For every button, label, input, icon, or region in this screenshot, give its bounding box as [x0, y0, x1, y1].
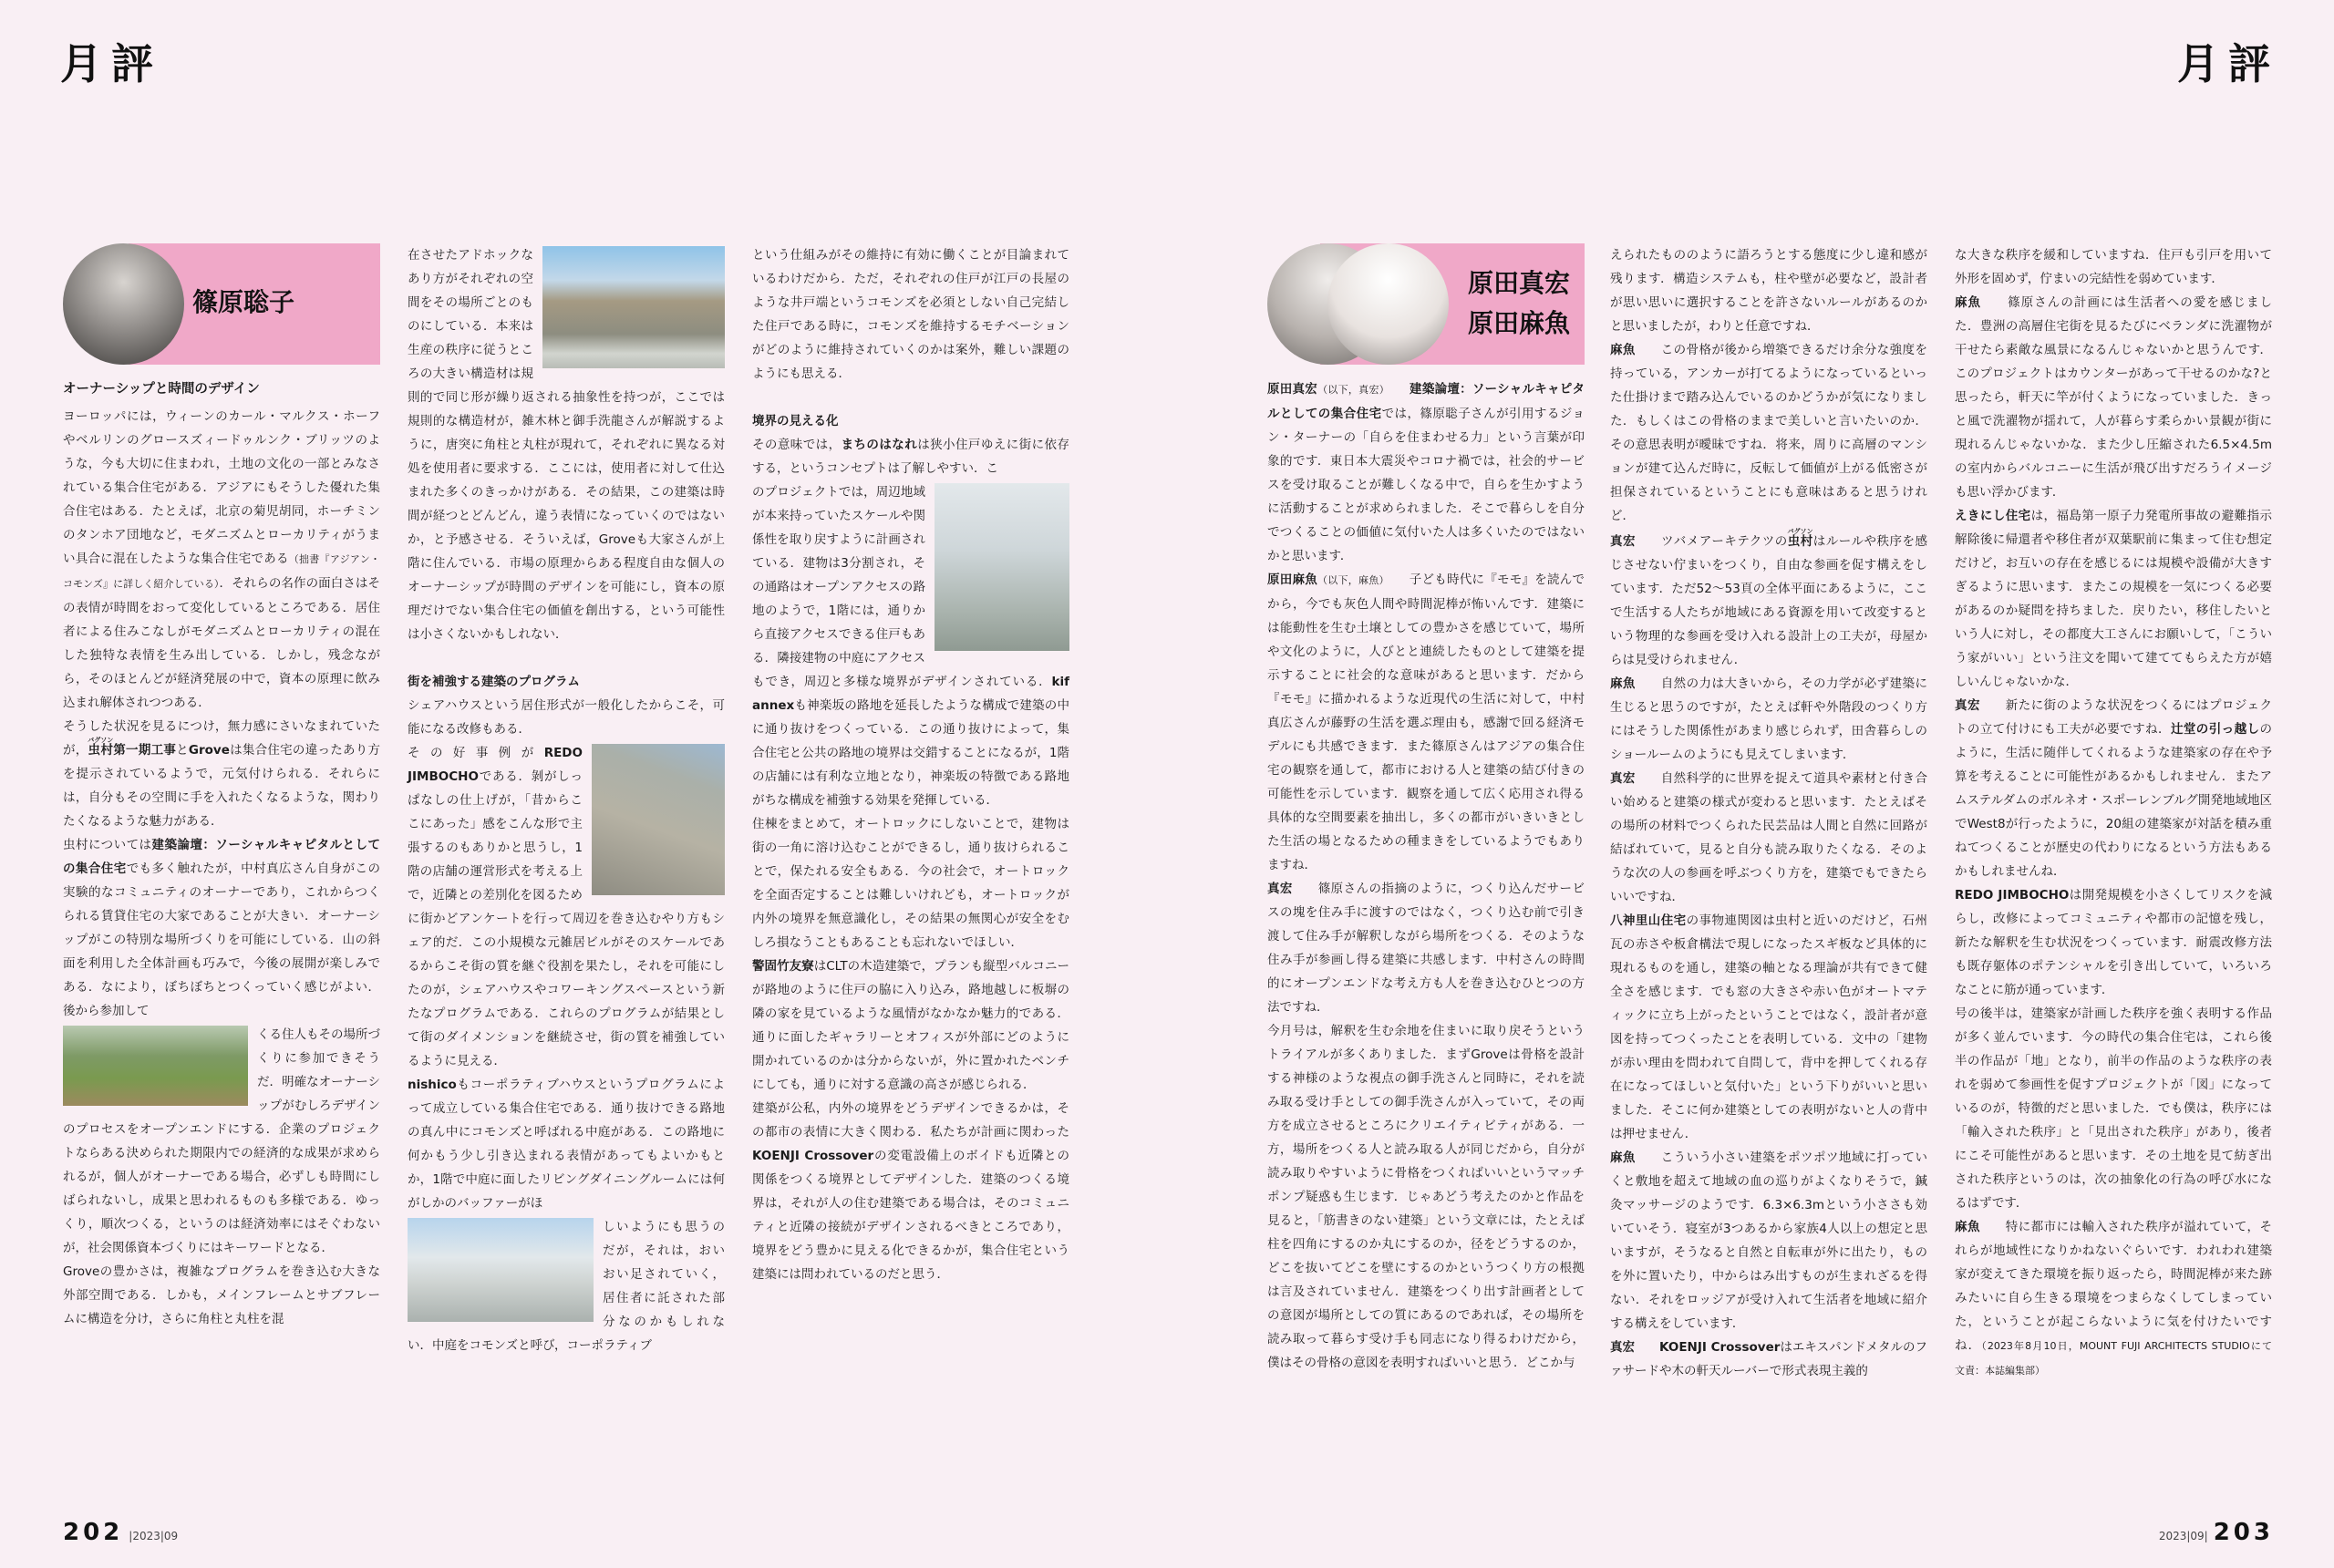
author-block-shinohara — [63, 243, 380, 365]
paragraph: えきにし住宅は，福島第一原子力発電所事故の避難指示解除後に帰還者や移住者が双葉駅前に集まって住む想定だけど，お互いの存在を感じるには規模や設備が大きすぎるように思います．またこの規模を一気につくる必要があるのか疑問を持ちました．戻りたい，移住したいという人に対し，その都度大工さんにお願いして，「こういう家がいい」という注文を聞いて建ててもらえた方が嬉しいんじゃないかな． — [1955, 509, 2272, 689]
left-page-column-2 — [408, 243, 725, 1357]
paragraph: 警固竹友寮はCLTの木造建築で，プランも縦型バルコニーが路地のように住戸の脇に入り込み，路地越しに板塀の隣の家を見ているような風情がなかなか魅力的である．通りに面したギャラリーとオフィスが外部にどのように開かれているのかは分からないが，外に置かれたベンチにしても，通りに対する意識の高さが感じられる． — [752, 959, 1069, 1092]
paragraph: 今月号は，解釈を生む余地を住まいに取り戻そうというトライアルが多くありました．まずGroveは骨格を設計する神様のような視点の御手洗さんと同時に，それを読み取る受け手としての御手洗さんが入っていて，その両方を成立させるところにクリエイティビティがある．一方，場所をつくる人と読み取る人が同じだから，自分が読み取りやすいように骨格をつくればいいというマッチポンプ疑惑も生じます．じゃあどう考えたのかと作品を見ると，「筋書きのない建築」という文章には，たとえば柱を四角にするのか丸にするのか，径をどうするのか，どこを抜いてどこを壁にするのかというつくり方の根拠は言及されていません．建築をつくり出す計画者としての意図が場所としての質にあるのであれば，その場所を読み取って暮らす受け手も同志になり得るわけだから，僕はその骨格の意図を表明すればいいと思う．どこか与 — [1267, 1024, 1585, 1370]
footer-right — [2153, 1519, 2274, 1546]
paragraph: 真宏 自然科学的に世界を捉えて道具や素材と付き合い始めると建築の様式が変わると思います．たとえばその場所の材料でつくられた民芸品は人間と自然に回路が結ばれていて，見ると自分も読み取りたくなる．そのような次の人の参画を呼ぶつくり方を，建築でもできたらいいですね． — [1610, 771, 1927, 904]
paragraph: 号の後半は，建築家が計画した秩序を強く表明する作品が多く並んでいます．今の時代の集合住宅は，これら後半の作品が「地」となり，前半の作品のような秩序の表れを弱めて参画性を促すプロジェクトが「図」になっているのが，特徴的だと思いました．でも僕は，秩序には「輸入された秩序」と「見出された秩序」があり，後者にこそ可能性があると思います．その土地を見て紡ぎ出された秩序というのは，次の抽象化の行為の呼び水になるはずです． — [1955, 1006, 2272, 1211]
paragraph: 原田麻魚（以下，麻魚） 子ども時代に『モモ』を読んでから，今でも灰色人間や時間泥棒が怖いんです．建築には能動性を生む土壌としての豊かさを感じていて，場所や文化のように，人びとと連続したものとして建築を提示することに社会的な意味があると思います．だから『モモ』に描かれるような近現代の生活に対して，中村真広さんが藤野の生活を選ぶ理由も，感謝で回る経済モデルにも共感できます．また篠原さんはアジアの集合住宅の観察を通して，都市における人と建築の結び付きの可能性を示しています．観察を通して広く応用され得る具体的な空間要素を抽出し，多くの都市がいきいきとした生活の場となるための種まきをしているようでもありますね． — [1267, 573, 1585, 872]
paragraph: しいようにも思うのだが，それは，おいおい足されていく，居住者に託された部分なのかもしれない．中庭をコモンズと呼び，コーポラティブ — [408, 1220, 725, 1353]
paragraph: 八神里山住宅の事物連関図は虫村と近いのだけど，石州瓦の赤さや板倉構法で現しになったスギ板など具体的に現れるものを通し，建築の軸となる理論が共有できて健全さを感じます．でも窓の大きさや赤い色がオートマティックに立ち上がったということではなく，設計者が意図を持ってつくったことを表明している．文中の「建物が赤い理由を問われて自問して，背中を押してくれる存在になってほしいと気付いた」という下りがいいと思いました．そこに何か建築としての表明がないと人の背中は押せません． — [1610, 913, 1927, 1141]
page-number-left: 202 — [63, 1519, 124, 1546]
paragraph: 虫村については建築論壇：ソーシャルキャピタルとしての集合住宅でも多く触れたが，中村真広さん自身がこの実験的なコミュニティのオーナーであり，これからつくられる賃貸住宅の大家であることが大きい．オーナーシップがこの特別な場所づくりを可能にしている．山の斜面を利用した全体計画も巧みで，今後の展開が楽しみである．なにより，ぼちぼちとつくっていく感じがよい．後から参加して — [63, 838, 380, 1018]
paragraph: 真宏 篠原さんの指摘のように，つくり込んだサービスの塊を住み手に渡すのではなく，つくり込む前で引き渡して住み手が解釈しながら場所をつくる．そのような住み手が参画し得る建築に共感します．中村さんの時間的にオープンエンドな考え方も人を巻き込むひとつの方法ですね． — [1267, 882, 1585, 1015]
footer-left — [63, 1519, 183, 1546]
paragraph: nishicoもコーポラティブハウスというプログラムによって成立している集合住宅である．通り抜けできる路地の真ん中にコモンズと呼ばれる中庭がある．この路地に何かもう少し引き込まれる表情があってもよいかもとか，1階で中庭に面したリビングダイニングルームには何がしかのバッファーがほ — [408, 1078, 725, 1211]
photo-nishico-courtyard — [408, 1218, 594, 1322]
subheading-visible-boundaries: 境界の見える化 — [752, 414, 839, 428]
paragraph: 麻魚 篠原さんの計画には生活者への愛を感じました．豊洲の高層住宅街を見るたびにベランダに洗濯物が干せたら素敵な風景になるんじゃないかと思うんです．このプロジェクトはカウンターがあって干せるのかな?と思ったら，軒天に竿が付くようになっていました．きっと風で洗濯物が揺れて，人が暮らす柔らかい景観が街に現れるんじゃないかな．また少し圧縮された6.5×4.5mの室内からバルコニーに生活が飛び出すだろうイメージも思い浮かびます． — [1955, 295, 2273, 500]
article-title: オーナーシップと時間のデザイン — [63, 382, 260, 397]
author-name-2: 原田麻魚 — [1467, 308, 1570, 338]
author-photo-shinohara — [63, 243, 184, 365]
paragraph: REDO JIMBOCHOは開発規模を小さくしてリスクを減らし，改修によってコミュニティや都市の記憶を残し，新たな解釈を生む状況をつくっています．耐震改修方法も既存躯体のポテンシャルを引き出していて，いろいろなことに筋が通っています． — [1955, 888, 2272, 997]
issue-label-right: 2023|09| — [2158, 1530, 2208, 1542]
issue-label-left: |2023|09 — [129, 1530, 179, 1542]
left-page-column-1 — [63, 243, 380, 1331]
photo-hillside-house — [63, 1026, 248, 1106]
paragraph: 麻魚 こういう小さい建築をポツポツ地域に打っていくと敷地を超えて地域の血の巡りがよくなりそうで，鍼灸マッサージのようです．6.3×6.3mという小ささも効いていそう．寝室が3つあるから家族4人以上の想定と思いますが，そうなると自然と自転車が外に出たり，ものを外に置いたり，中からはみ出すものが生まれざるを得ない．それをロッジアが受け入れて生活者を地域に紹介する構えをしています． — [1610, 1150, 1927, 1331]
left-page-column-3 — [752, 243, 1069, 1286]
author-photo-harada-mao — [1327, 243, 1449, 365]
paragraph: のプロジェクトでは，周辺地域が本来持っていたスケールや関係性を取り戻すように計画されている．建物は3分割され，その通路はオープンアクセスの路地のようで，1階には，通りから直接アクセスできる住戸もある．隣接建物の中庭にアクセスもでき，周辺と多様な境界がデザインされている．kif annexも神楽坂の路地を延長したような構成で建築の中に通り抜けをつくっている．この通り抜けによって，集合住宅と公共の路地の境界は交錯することになるが，1階の店舗には有利な立地となり，神楽坂の特徴である路地がちな構成を補強する効果を発揮している． — [752, 485, 1069, 808]
author-name: 篠原聡子 — [192, 287, 295, 317]
paragraph: くる住人もその場所づくりに参加できそうだ．明確なオーナーシップがむしろデザインのプロセスをオープンエンドにする．企業のプロジェクトならある決められた期限内での経済的な成果が求められるが，個人がオーナーである場合，必ずしも時間にしばられないし，成果と思われるものも多様である．ゆっくり，順次つくる，というのは経済効率にはそぐわないが，社会関係資本づくりにはキーワードとなる． — [63, 1027, 380, 1255]
photo-machi-no-hanare — [935, 483, 1069, 651]
photo-redo-jimbocho — [592, 744, 725, 895]
paragraph: シェアハウスという居住形式が一般化したからこそ，可能になる改修もある． — [408, 698, 725, 737]
right-page-column-3 — [1955, 243, 2283, 1383]
right-page-column-1 — [1267, 243, 1585, 1375]
subheading-street-program: 街を補強する建築のプログラム — [408, 675, 580, 689]
paragraph: 住棟をまとめて，オートロックにしないことで，建物は街の一角に溶け込むことができるし，通り抜けられることで，保たれる安全もある．今の社会で，オートロックを全面否定することは難しいけれども，オートロックが内外の境界を無意識化し，その結果の無関心が安全をむしろ損なうこともあることも忘れないでほしい． — [752, 817, 1069, 950]
paragraph: 麻魚 自然の力は大きいから，その力学が必ず建築に生じると思うのですが，たとえば軒や外階段のつくり方にはそうした関係性があまり感じられず，田舎暮らしのショールームのようにも見えてしまいます． — [1610, 676, 1927, 762]
author-block-harada — [1267, 243, 1585, 365]
paragraph: 真宏 KOENJI Crossoverはエキスパンドメタルのファサードや木の軒天ルーバーで形式表現主義的 — [1610, 1340, 1928, 1378]
paragraph: 真宏 ツバメアーキテクツの虫村バグソンはルールや秩序を感じさせない佇まいをつくり，自由な参画を促す構えをしています．ただ52〜53頁の全体平面にあるように，ここで生活する人たちが地域にある資源を用いて改変するという物理的な参画を受け入れる設計上の工夫が，母屋からは見受けられません． — [1610, 528, 1927, 667]
author-name-1: 原田真宏 — [1467, 268, 1570, 298]
paragraph: その好事例がREDO JIMBOCHOである．剝がしっぱなしの仕上げが，「昔からここにあった」感をこんな形で主張するのもありかと思うし，1階の店舗の運営形式を考える上で，近隣との差別化を図るために街かどアンケートを行って周辺を巻き込むやり方もシェア的だ．この小規模な元雑居ビルがそのスケールであるからこそ街の質を継ぐ役割を果たし，それを可能にしたのが，シェアハウスやコワーキングスペースという新たなプログラムである．これらのプログラムが結果として街のダイメンションを継続させ，街の質を補強しているように見える． — [408, 746, 725, 1068]
paragraph: 真宏 新たに街のような状況をつくるにはプロジェクトの立て付けにも工夫が必要ですね．辻堂の引っ越しのように，生活に随伴してくれるような建築家の存在や予算を考えることに可能性があるかもしれません．またアムステルダムのボルネオ・スポーレンブルグ開発地域地区でWest8が行ったように，20組の建築家が対話を積み重ねてつくることが歴史の代わりになるという方法もあるかもしれませんね． — [1955, 698, 2273, 879]
paragraph: その意味では，まちのはなれは狭小住戸ゆえに街に依存する，というコンセプトは了解しやすい．こ — [752, 438, 1069, 476]
monthly-review-header-right: 月評 — [2177, 39, 2279, 88]
monthly-review-header-left: 月評 — [60, 39, 162, 88]
paragraph: な大きな秩序を緩和していますね．住戸も引戸を用いて外形を固めず，佇まいの完結性を弱めています． — [1955, 248, 2272, 286]
paragraph: 麻魚 特に都市には輸入された秩序が溢れていて，それらが地域性になりかねないぐらいです．われわれ建築家が変えてきた環境を振り返ったら，時間泥棒が来た跡みたいに自ら生きる環境をつまらなくしてしまっていた，ということが起こらないように気を付けたいですね．（2023年8月10日，MOUNT FUJI ARCHITECTS STUDIOにて 文責：本誌編集部） — [1955, 1220, 2283, 1377]
paragraph: Groveの豊かさは，複雑なプログラムを巻き込む大きな外部空間である．しかも，メインフレームとサブフレームに構造を分け，さらに角柱と丸柱を混 — [63, 1264, 380, 1326]
paragraph: そうした状況を見るにつけ，無力感にさいなまれていたが，虫村バグソン第一期工事とGroveは集合住宅の違ったあり方を提示されているようで，元気付けられる．それらには，自分もその空間に手を入れたくなるような，関わりたくなるような魅力がある． — [63, 719, 381, 829]
right-page-column-2 — [1610, 243, 1927, 1383]
paragraph: 建築が公私，内外の境界をどうデザインできるかは，その都市の表情に大きく関わる．私たちが計画に関わったKOENJI Crossoverの変電設備上のボイドも近隣との関係をつくる境界としてデザインした．建築のつくる境界は，それが人の住む建築である場合は，そのコミュニティと近隣の接続がデザインされるべきところであり，境界をどう豊かに見える化できるかが，集合住宅という建築には問われているのだと思う． — [752, 1101, 1069, 1282]
paragraph: えられたもののように語ろうとする態度に少し違和感が残ります．構造システムも，柱や壁が必要など，設計者が思い思いに選択することを許さないルールがあるのかと思いましたが，わりと任意ですね． — [1610, 248, 1927, 334]
paragraph: 原田真宏（以下，真宏） 建築論壇：ソーシャルキャピタルとしての集合住宅では，篠原聡子さんが引用するジョン・ターナーの「自らを住まわせる力」という言葉が印象的です．東日本大震災やコロナ禍では，社会的サービスを受け取ることが難しくなる中で，自らを生かすように活動することが求められました．そこで暮らしを自分でつくることの価値に気付いた人は多くいたのではないかと思います． — [1267, 382, 1585, 563]
photo-grove-building — [542, 246, 725, 368]
paragraph: 在させたアドホックなあり方がそれぞれの空間をその場所ごとのものにしている．本来は生産の秩序に従うところの大きい構造材は規則的で同じ形が繰り返される抽象性を持つが，ここでは規則的な構造材が，雑木林と御手洗龍さんが解説するように，唐突に角柱と丸柱が現れて，それぞれに異なる対処を使用者に要求する．ここには，使用者に対して仕込まれた多くのきっかけがある．その結果，この建築は時間が経つとどんどん，違う表情になっていくのではないか，と予感させる．そういえば，Groveも大家さんが上階に住んでいる．市場の原理からある程度自由な個人のオーナーシップが時間のデザインを可能にし，資本の原理だけでない集合住宅の価値を創出する，という可能性は小さくないかもしれない． — [408, 248, 725, 642]
paragraph: 麻魚 この骨格が後から増築できるだけ余分な強度を持っている，アンカーが打てるようになっているといった仕掛けまで踏み込んでいるのかどうかが気になりました．もしくはこの骨格のままで美しいと言いたいのか．その意思表明が曖昧ですね．将来，周りに高層のマンションが建て込んだ時に，反転して価値が上がる低密さが担保されているということにも意味はあると思うけれど． — [1610, 343, 1927, 523]
paragraph: という仕組みがその維持に有効に働くことが目論まれているわけだから．ただ，それぞれの住戸が江戸の長屋のような井戸端というコモンズを必須としない自己完結した住戸である時に，コモンズを維持するモチベーションがどのように維持されていくのかは案外，難しい課題のようにも思える． — [752, 248, 1069, 381]
author-names — [1468, 263, 1570, 344]
page-number-right: 203 — [2213, 1519, 2274, 1546]
paragraph: ヨーロッパには，ウィーンのカール・マルクス・ホーフやベルリンのグロースズィードゥルンク・ブリッツのような，今も大切に住まわれ，土地の文化の一部とみなされている集合住宅がある．アジアにもそうした優れた集合住宅はある．たとえば，北京の菊児胡同，ホーチミンのタンホア団地など，モダニズムとローカリティがうまい具合に混在したような集合住宅である（拙書『アジアン・コモンズ』に詳しく紹介している）．それらの名作の面白さはその表情が時間をおって変化しているところである．居住者による住みこなしがモダニズムとローカリティの混在した独特な表情を生み出している．しかし，残念ながら，そのほとんどが経済発展の中で，資本の原理に飲み込まれ解体されつつある． — [63, 409, 381, 710]
